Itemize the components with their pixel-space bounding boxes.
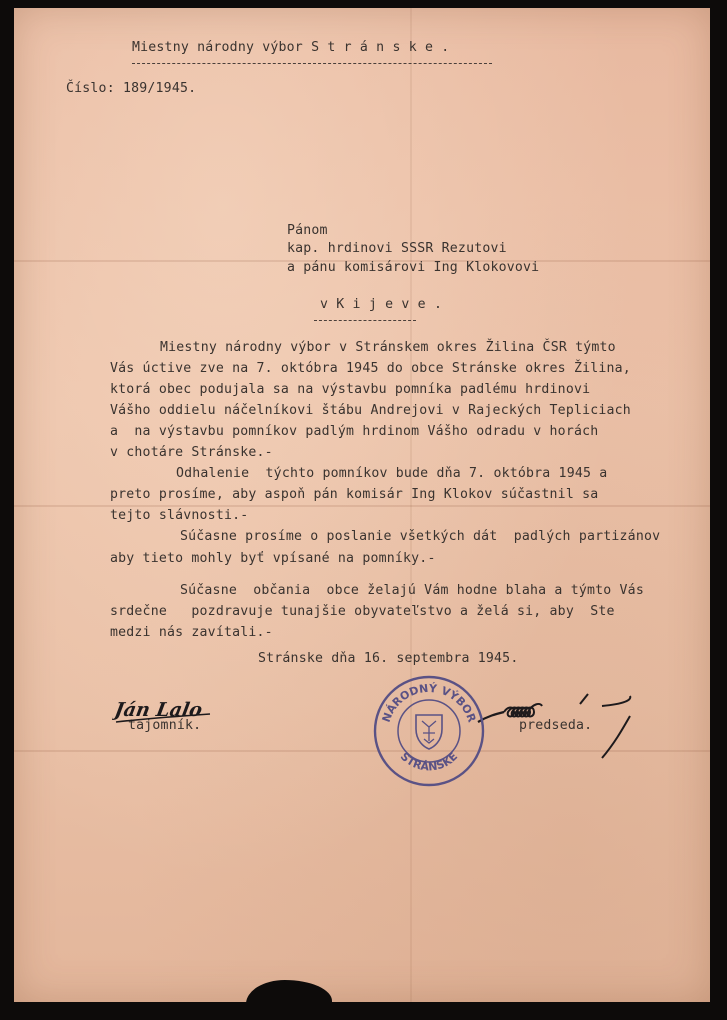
body-line: tejto slávnosti.- [110, 508, 249, 523]
body-line: Vášho oddielu náčelníkovi štábu Andrejovi v Rajeckých Tepliciach [110, 403, 631, 418]
fold-line [14, 505, 710, 507]
addressee-name-2: a pánu komisárovi Ing Klokovovi [287, 260, 540, 275]
stamp-top-text: NÁRODNÝ VÝBOR [379, 681, 479, 725]
body-line: ktorá obec podujala sa na výstavbu pomníka padlému hrdinovi [110, 382, 591, 397]
body-line: Miestny národny výbor v Stránskem okres Žilina ČSR týmto [160, 340, 616, 355]
body-line: a na výstavbu pomníkov padlým hrdinom Vášho odradu v horách [110, 424, 599, 439]
body-line: Odhalenie týchto pomníkov bude dňa 7. októbra 1945 a [176, 466, 608, 481]
svg-text:Ján Lalo: Ján Lalo [112, 698, 205, 721]
body-line: preto prosíme, aby aspoň pán komisár Ing Klokov súčastnil sa [110, 487, 599, 502]
document-number: Číslo: 189/1945. [66, 81, 197, 96]
secretary-signature [112, 692, 232, 726]
chairman-signature [474, 686, 634, 762]
coat-of-arms-icon [416, 715, 442, 749]
body-line: srdečne pozdravuje tunajšie obyvateľstvo a želá si, aby Ste [110, 604, 615, 619]
body-line: Vás úctive zve na 7. októbra 1945 do obce Stránske okres Žilina, [110, 361, 631, 376]
place-and-date: Stránske dňa 16. septembra 1945. [258, 651, 519, 666]
body-line: Súčasne prosíme o poslanie všetkých dát padlých partizánov [180, 529, 661, 544]
secretary-role: tajomník. [128, 718, 202, 733]
addressee-city: v K i j e v e . [320, 297, 443, 312]
body-line: medzi nás zavítali.- [110, 625, 273, 640]
fold-line [410, 8, 412, 1002]
stamp-bottom-text: STRÁNSKE [397, 749, 461, 774]
addressee-name-1: kap. hrdinovi SSSR Rezutovi [287, 241, 507, 256]
chairman-role: predseda. [519, 718, 593, 733]
body-line: v chotáre Stránske.- [110, 445, 273, 460]
addressee-salutation: Pánom [287, 223, 328, 238]
paper-tear [246, 980, 332, 1002]
svg-text:STRÁNSKE [398, 750, 460, 774]
document-page [14, 8, 710, 1002]
city-underline [314, 320, 416, 321]
office-name: Miestny národny výbor S t r á n s k e . [132, 40, 450, 55]
official-stamp [370, 673, 488, 789]
body-line: aby tieto mohly byť vpísané na pomníky.- [110, 551, 436, 566]
header-underline [132, 63, 492, 64]
body-line: Súčasne občania obce želajú Vám hodne blaha a týmto Vás [180, 583, 644, 598]
